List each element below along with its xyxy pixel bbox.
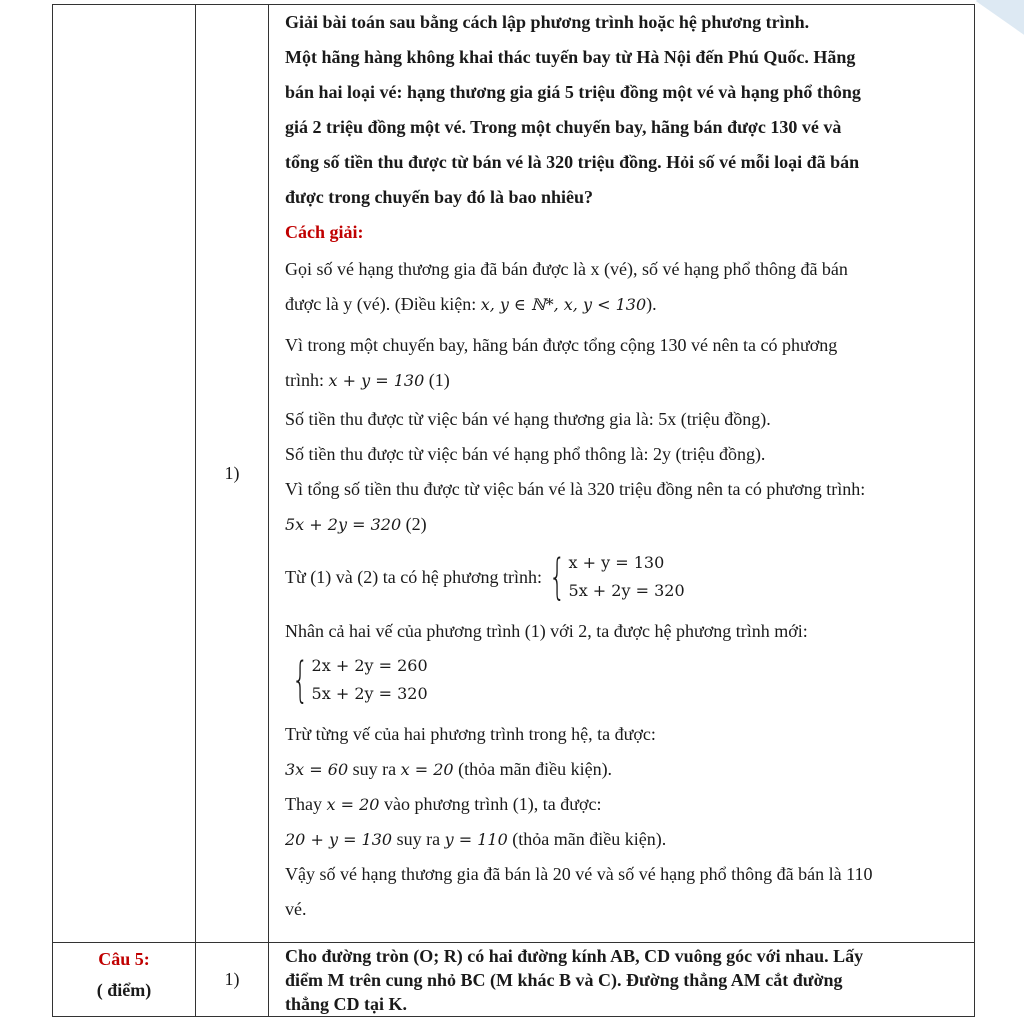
step-line: Trừ từng vế của hai phương trình trong hệ, ta được: xyxy=(285,724,656,744)
question5-text-cell xyxy=(269,943,975,1017)
equation-system-2: { 2x + 2y = 260 5x + 2y = 320 xyxy=(291,652,428,708)
step-line: Số tiền thu được từ việc bán vé hạng thương gia là: 5x (triệu đồng). xyxy=(285,409,771,429)
step-line: vé. xyxy=(285,899,307,919)
step-line: Vì tổng số tiền thu được từ việc bán vé là 320 triệu đồng nên ta có phương trình: xyxy=(285,479,866,499)
statement-line: Một hãng hàng không khai thác tuyến bay từ Hà Nội đến Phú Quốc. Hãng xyxy=(285,47,856,67)
step-line: 20 + y = 130 suy ra y = 110 (thỏa mãn điều kiện). xyxy=(285,829,667,849)
question5-row xyxy=(53,943,975,1017)
question5-text: Cho đường tròn (O; R) có hai đường kính AB, CD vuông góc với nhau. Lấy điểm M trên cung nhỏ BC (M khác B và C). Đường thẳng AM cắt đường thẳng CD tại K. xyxy=(285,946,864,1014)
statement-line: giá 2 triệu đồng một vé. Trong một chuyến bay, hãng bán được 130 vé và xyxy=(285,117,842,137)
question5-sub-label: 1) xyxy=(196,943,269,1017)
step-line: 3x = 60 suy ra x = 20 (thỏa mãn điều kiện). xyxy=(285,759,613,779)
step-line: Vì trong một chuyến bay, hãng bán được tổng cộng 130 vé nên ta có phương xyxy=(285,335,838,355)
step-line: Thay x = 20 vào phương trình (1), ta được: xyxy=(285,794,602,814)
step-line: Nhân cả hai vế của phương trình (1) với 2, ta được hệ phương trình mới: xyxy=(285,621,808,641)
question5-points: ( điểm) xyxy=(96,980,152,1000)
sub-question-label: 1) xyxy=(196,5,269,943)
statement-line: tổng số tiền thu được từ bán vé là 320 triệu đồng. Hỏi số vé mỗi loại đã bán xyxy=(285,152,860,172)
equation-2: 5x + 2y = 320 xyxy=(285,515,402,534)
step-line: được là y (vé). (Điều kiện: x, y ∈ ℕ*, x, y < 130). xyxy=(285,294,657,314)
problem-row xyxy=(53,5,975,943)
question5-label-cell xyxy=(53,943,196,1017)
step-line: 5x + 2y = 320 (2) xyxy=(285,514,427,534)
statement-line: bán hai loại vé: hạng thương gia giá 5 triệu đồng một vé và hạng phổ thông xyxy=(285,82,861,102)
statement-line: Giải bài toán sau bằng cách lập phương trình hoặc hệ phương trình. xyxy=(285,12,810,32)
question5-label: Câu 5: xyxy=(98,949,150,969)
answer-table xyxy=(52,4,975,1017)
statement-line: được trong chuyến bay đó là bao nhiêu? xyxy=(285,187,594,207)
step-line: Gọi số vé hạng thương gia đã bán được là x (vé), số vé hạng phổ thông đã bán xyxy=(285,259,848,279)
step-line: Vậy số vé hạng thương gia đã bán là 20 vé và số vé hạng phổ thông đã bán là 110 xyxy=(285,864,873,884)
solution-heading: Cách giải: xyxy=(285,222,364,242)
solution-cell xyxy=(269,5,975,943)
solution-content xyxy=(269,5,974,927)
question-label-cell xyxy=(53,5,196,943)
condition-math: x, y ∈ ℕ*, x, y < 130 xyxy=(480,295,647,314)
step-line: trình: x + y = 130 (1) xyxy=(285,370,450,390)
equation-system-1: { x + y = 130 5x + 2y = 320 xyxy=(548,549,685,605)
corner-decoration xyxy=(976,0,1024,36)
equation-1: x + y = 130 xyxy=(328,371,425,390)
system-line: Từ (1) và (2) ta có hệ phương trình: { x + y = 130 5x + 2y = 320 xyxy=(285,549,685,605)
step-line: Số tiền thu được từ việc bán vé hạng phổ thông là: 2y (triệu đồng). xyxy=(285,444,766,464)
